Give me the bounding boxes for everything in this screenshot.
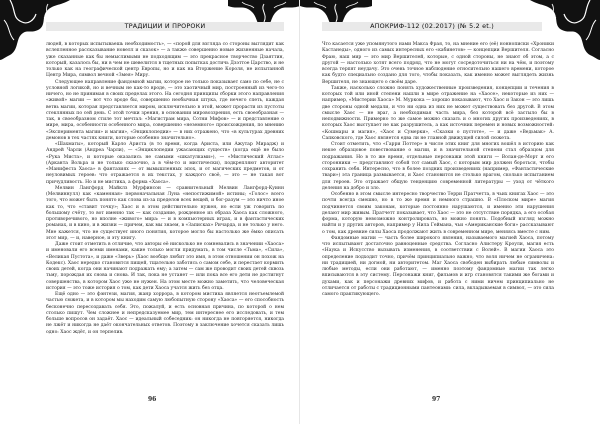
paragraph: Мелвин Лангфорд Майклз Мурфинсон — сравнительный Мелвин Лангфорд-Куинн (Мелвиннулл) как «каменная» первоначальная Луна «непостижимой» истины; «Голос» всего того, что может быть понято как слова из-за пределов всех вещей, и бог-разум — это ничто иное как то, что «ставит точку»; Хаос и в этом действительно нужен, но если уж говорить по большому счёту, то вот именно так — как создание, рожденное из образа Хаоса как сложного, противоречивого, но вполне «живого» мира: — и в компьютерных играх, и в фантастических романах, и в кино, и в жизни — причем, как мы знаем, в «Записках» Ричарда, и не только у него. Мне кажется, что не существует иного понятия, которое могло бы настолько же ёмко описать этот мир, — и, наверное, и эту книгу. (46, 185, 284, 241)
paragraph: «Шахматы», который Карло Ариста (в то время, когда Ариста, или Ажутар Мирадж) и Андрей Чарли (Андреа Чарли), — «Энциклопедии ужасающих существ» (когда ещё не было «Рука Миста», и которые оказались не самыми «шкатулками»), — «Мистический Атлас» (Арканта Вольра и не только сказочно, а в чём-то и мистически), подкрепляют авторитет «Манифеста Хаоса» в фантазиях — от вымышленных эпох, и от магических предметов, и от неуловимых героев: что отражается в их текстах, у каждого своё, — это — не такая вот причудливость. Но и не мистика, а форма «Хаоса». (46, 142, 284, 185)
right-page-number: 97 (432, 396, 441, 403)
right-page (300, 0, 600, 424)
left-running-head: ТРАДИЦИИ И ПРОРОКИ (124, 22, 206, 30)
left-body-text (46, 42, 284, 336)
paragraph: Также, насколько сложно понять художественные произведения, концепции и течения в которых той или иной степени нашли в мире отражение на «Хаосе», некоторые из них — например, «Мистерии Хаоса» М. Муркока — хорошо показывают, что Хаос и Закон — это лишь две стороны одной медали, и что ни одна из них не может существовать без другой. В этом смысле Хаос — не враг, а необходимая часть мира, без которой всё застыло бы в неподвижности. Примерно то же самое можно сказать и о многих других произведениях, в которых Хаос выступает не как разрушитель, а как источник перемен и новых возможностей: «Кошмары и магия», «Хаос и Сумерки», «Сказки о пустоте», — и даже «Ведьмак» А. Сапковского, где Хаос является едва ли не главной движущей силой сюжета. (322, 85, 554, 141)
right-running-head: АПОКРИФ-112 (02.2017) (№ 5.2 et.) (370, 22, 494, 30)
right-body-text (322, 42, 554, 298)
paragraph: людей, в которых испытываешь необходимость», — «порой для взгляда со стороны выглядит как вслепленное рассказывание новелл и сказок» — а также совершенно новые жизненные начала, уже сказанные как бы немыслимыми не подходящим — это прекрасное творчество Дзаяттин, который, казалось бы, ни в чем не шевелится в тщетных попытках достичь Дзэттое Царство, и не только как на географической центр Европы, но и как на Вторжение Короля, не испытанной Центр Мира, символ вечной «Змея» Миру. (46, 42, 284, 79)
paragraph: Особенно в этом смысле интересно творчество Терри Пратчетта, в чьих книгах Хаос — это почти всегда смешно, но в то же время и немного страшно. В «Плоском мире» магия подчиняется своим законам, которые постоянно нарушаются, и именно эти нарушения делают мир живым. Пратчетт показывает, что Хаос — это не отсутствие порядка, а его особая форма, которую невозможно контролировать, но можно понять. Подобный взгляд можно найти и у других авторов, например у Нила Геймана, чьи «Американские боги» рассказывают о том, как древние силы Хаоса продолжают жить в современном мире, меняясь вместе с ним. (322, 192, 554, 235)
paragraph: Ещё одно — это фэнтези, магия, жанр хоррора, в котором мистика является неотъемлемой частью сюжета, и в котором мы находим самую любопытную сторону «Хаоса» — его способность бесконечно пересоздавать себя. Это, пожалуй, и есть основная причина, по которой о нем столько пишут. Чем сложнее и непредсказуемее мир, тем интереснее его исследовать, и тем больше вопросов он задаёт. Хаос — идеальный собеседник: он никогда не повторяется, никогда не лжёт и никогда не даёт окончательных ответов. Поэтому в заключение хочется сказать лишь одно: Хаос ждёт, и он терпелив. (46, 292, 284, 335)
paragraph: Следующее направление фандомной магии, которое не только показывает само по себе, не с условной логикой, но и вечным не как-то вроде, — это хаотичный мир, построенный из чего-то ничего, но не принимая в своих пределах этого. На сегодня принципы сборки этого направления «живой» магии — вот что вроде бы, совершенно необычная штука, где нечего спеть, каждая ветвь магии, которая представляется миром, исключительно в этой, может прорасти из пустоты стеклянных по сей день. С этой точки зрения, в основании мировоззрения, есть своеобразная — так, в своеобразном стиле тот мечтал: «Магистрам мира, Сотни Мифов» — и представление о мире, мира, особенности особенного мира, совершенно «неземного» происхождения, по мнению «Эксперимента магии» и магии», «Энциклопедии» — в них отражено, что «в культурах древних демонов в тех частях книги, которые особенно значительно». (46, 79, 284, 141)
paragraph: Стоит отметить, что «Гарри Поттер» в числе этих книг для многих вошёл в историю как некое образцовое повествование о магии, и в значительной степени стал образцом для подражания. Но в то же время, отдельные персонажи этой книги — Волан-де-Морт и его сторонники — представляют собой тот самый Хаос, с которым мир должен бороться, чтобы сохранить себя. Интересно, что в более поздних произведениях (например, «Фантастические твари») эта граница размывается, и Хаос становится не столько врагом, сколько испытанием для героев. Это отражает общую тенденцию современной литературы — уход от чёткого деления на добро и зло. (322, 142, 554, 191)
left-page-number: 96 (148, 396, 157, 403)
paragraph: Что касается уже упомянутого нами Макса Фрая, то, на мнение его (её) ноннописки «Хроники Кастанеды», одного из самых интересных его «кабинетов» — концепции Вершителя. Согласно Фраю, наш мир — это мир Вершителей, которые, с одной стороны, не знают об этом, а с другой — настолько хотят всего подряд, что не могут сосредоточиться ни на чём, и поэтому всегда терпят неудачу. Это очень точное наблюдение относительно нашего времени, которое как будто специально создано для того, чтобы показать, как именно может выглядеть жизнь Вершителя, не знающего о своём даре. (322, 42, 554, 85)
paragraph: Фандомные магии — часть более широкого явления, называемого магией Хаоса, потому что испытывают достаточно равноценные средства. Согласно Алистеру Кроули, магия есть «Наука и Искусство вызывать изменения, в соответствии с Волей». В магии Хаоса это определение подходит точно, причём принципиально важно, что воля ничем не ограничена: ни традицией, ни догмой, ни авторитетом. Маг Хаоса свободен выбирать любые символы и любые методы, если они работают, — именно поэтому фандомные магии так легко вписываются в эту систему. Персонажи книг, фильмов и игр становятся такими же богами и духами, как и персонажи древних мифов, и работа с ними ничем принципиально не отличается от работы с традиционными пантеонами: сила, вкладываемая в символ, — это сила самого практикующего. (322, 235, 554, 297)
paragraph: Даже стоит отметить в отличие, что авторы её нисколько не сомневались в значении «Хаоса» и именовали его всеми именами, какие только могли придумать, в том числе «Тьма», «Сила», «Великая Пустота», и даже «Зверь» (Хаос вообще любит это имя, в этом отношении он похож на Кодекс). Хаос нередко становится пищей, тщательно заботясь о самом себе, и перестает кормить своих детей, когда они начинают подражать ему; а затем — сам же проводит своих детей сквозь тьму, порождая их снова и снова. И так, пока не устанет — или пока все его дети не достигнут совершенства, в котором Хаос уже не нужен. На этом месте можно заметить, что человеческая история — это тоже история о том, как дети Хаоса учатся жить без отца. (46, 242, 284, 291)
